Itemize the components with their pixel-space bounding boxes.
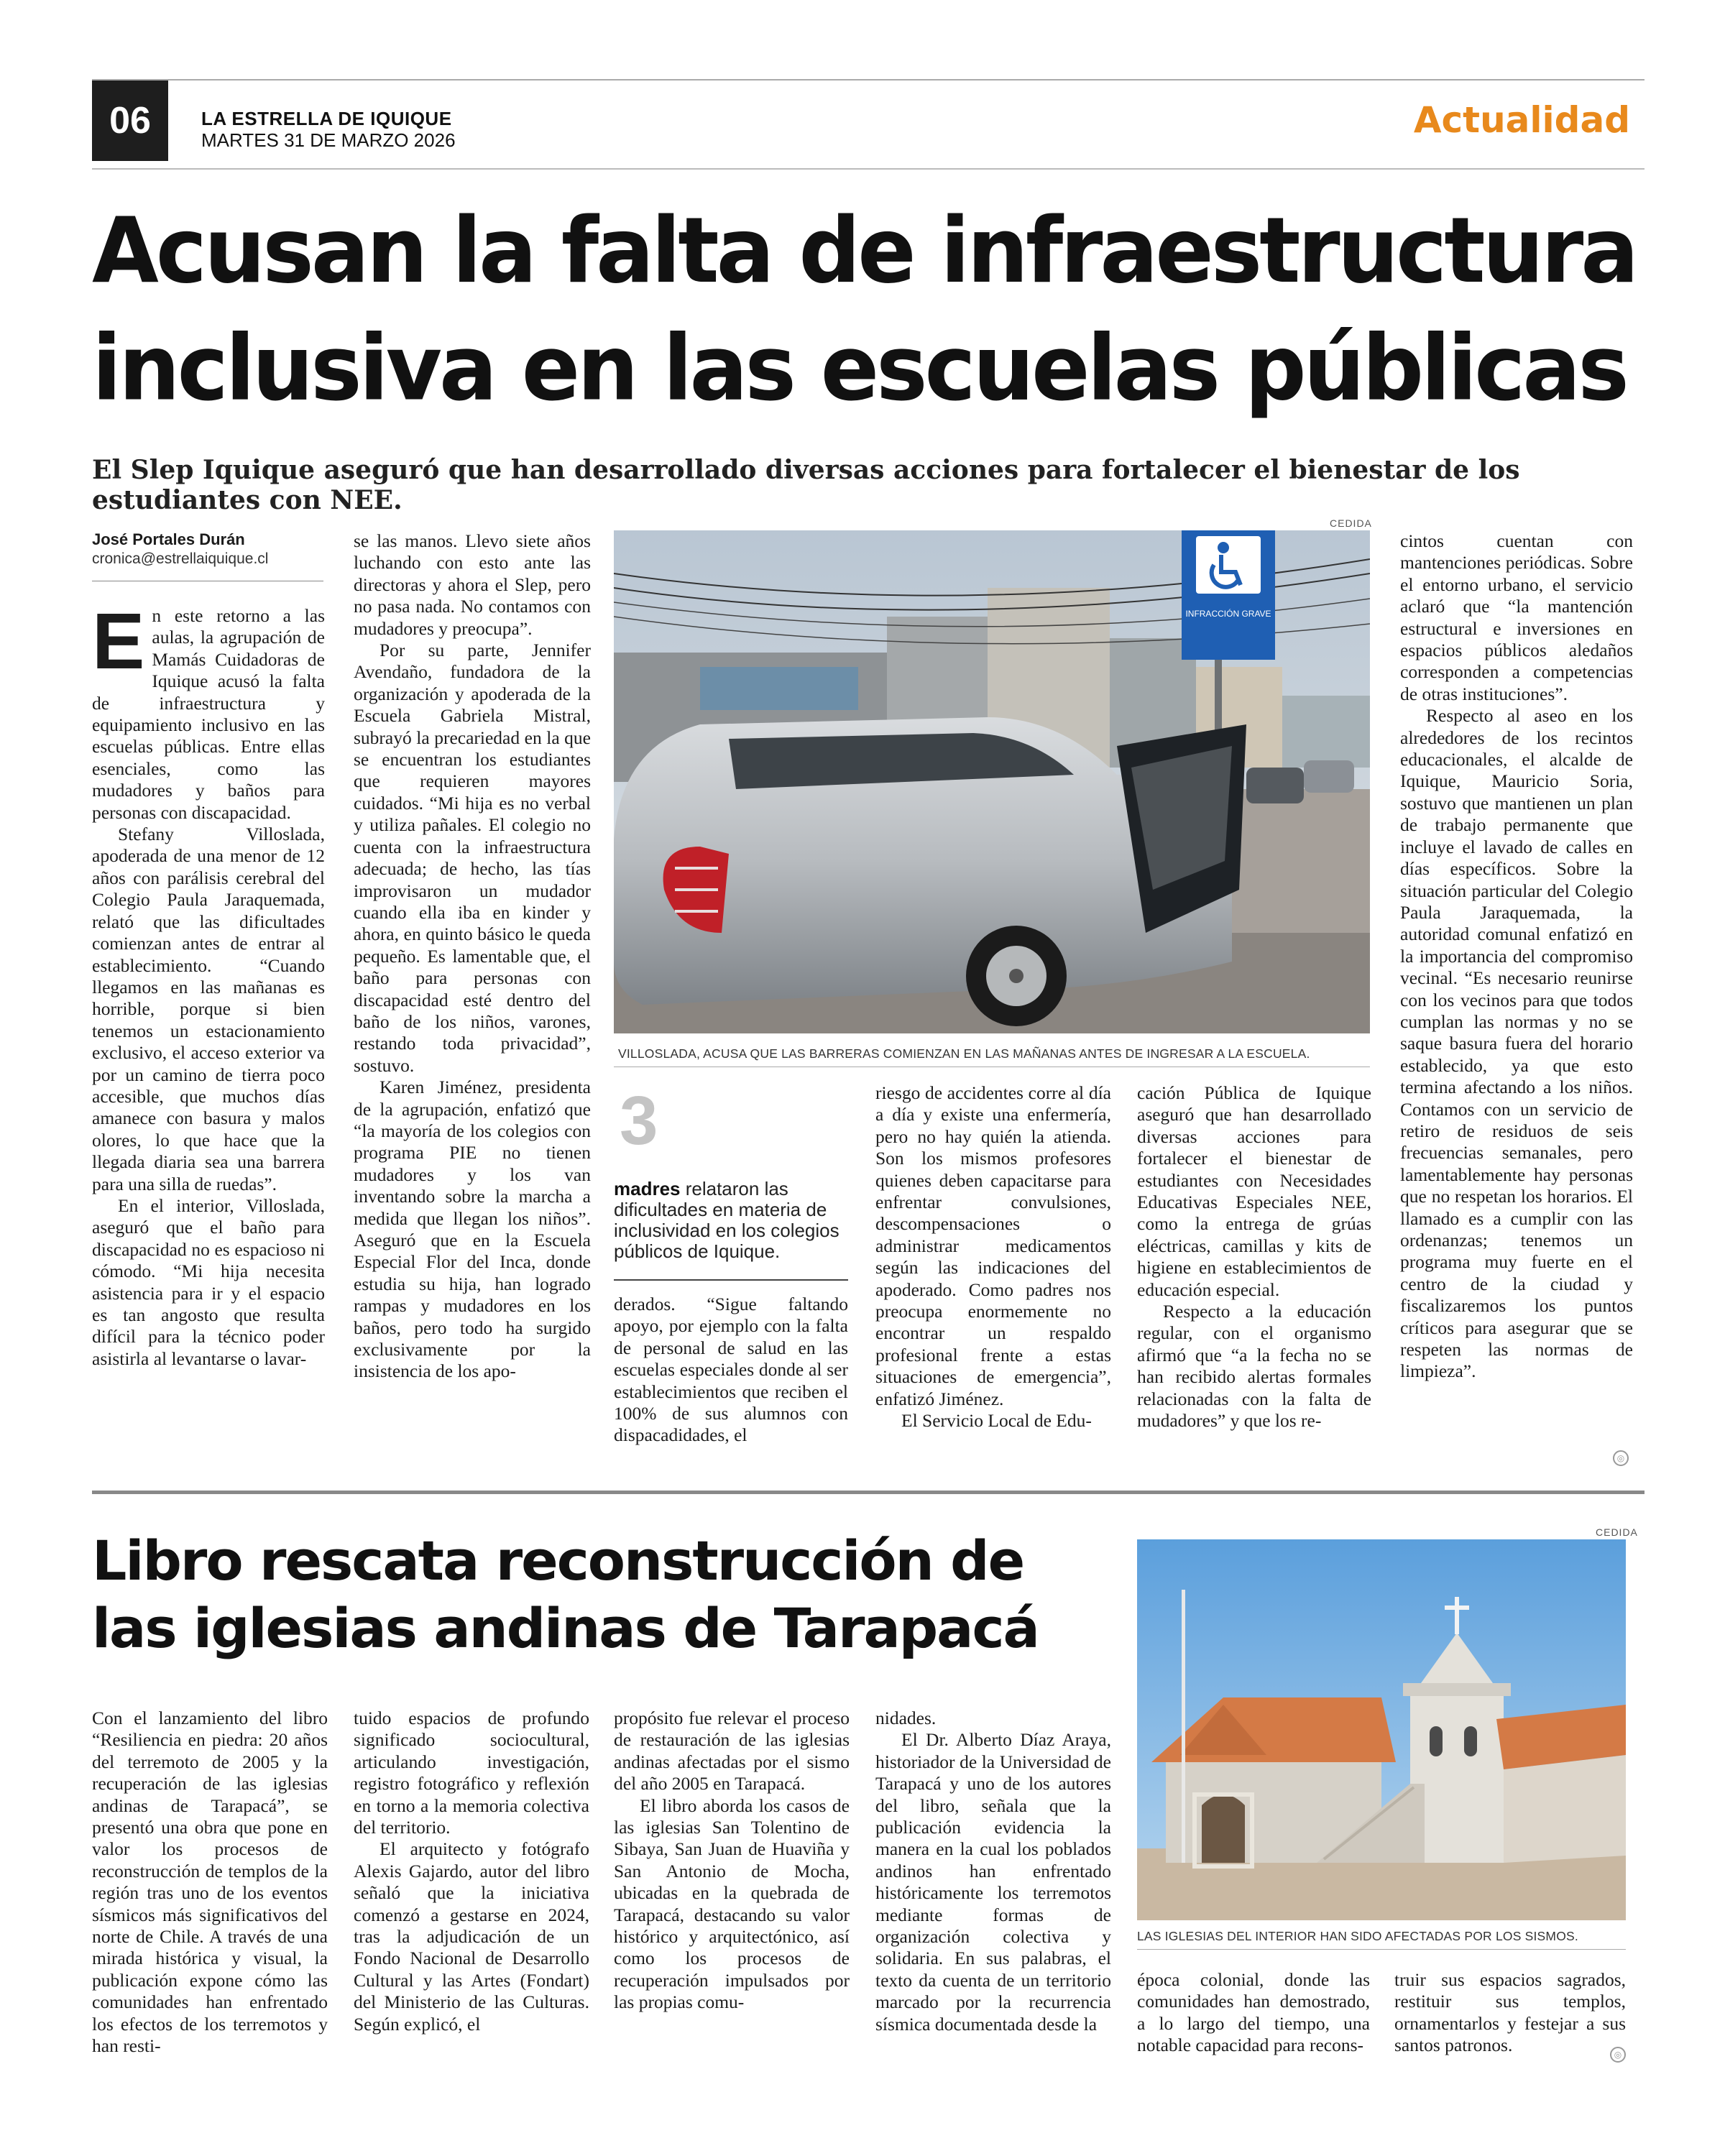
- stat-bold: madres: [614, 1178, 681, 1199]
- paragraph: época colonial, donde las comunidades han demostrado, a lo largo del tiempo, una notable capacidad para recons-: [1137, 1969, 1370, 2056]
- newspaper-name: LA ESTRELLA DE IQUIQUE: [201, 108, 452, 129]
- lead-paragraph: n este retorno a las aulas, la agrupación de Mamás Cuidadoras de Iquique acusó la falta de infraestructura y equipamiento inclusivo en las escuelas públicas. Entre ellas esenciales, como las mudadores y baños para personas con discapacidad.: [92, 605, 325, 823]
- paragraph: Stefany Villoslada, apoderada de una menor de 12 años con parálisis cerebral del Colegio Paula Jaraquemada, relató que las dificultades comienzan antes de entrar al establecimiento. “Cuando llegamos en las mañanas es horrible, porque si bien tenemos un estacionamiento exclusivo, el acceso exterior va por un camino de tierra poco accesible, que muchos días amanece con basura y malos olores, lo que hace que la llegada diaria sea una barrera para una silla de ruedas”.: [92, 824, 325, 1194]
- paragraph: El Dr. Alberto Díaz Araya, historiador de la Universidad de Tarapacá y uno de los autores del libro, señala que la publicación evidencia la manera en la cual los poblados andinos han enfrentado históricamente los terremotos mediante formas de organización colectiva y solidaria. En sus palabras, el texto da cuenta de un territorio marcado por la recurrencia sísmica documentada desde la: [875, 1729, 1111, 2035]
- article2-column-1: [92, 1708, 328, 2058]
- stat-body: relataron las dificultades en materia de inclusividad en los colegios públicos de Iquique.: [614, 1178, 840, 1262]
- photo2-caption: LAS IGLESIAS DEL INTERIOR HAN SIDO AFECTADAS POR LOS SISMOS.: [1137, 1929, 1578, 1943]
- article-subhead: El Slep Iquique aseguró que han desarrollado diversas acciones para fortalecer el bienestar de los estudiantes con NEE.: [92, 455, 1520, 515]
- paragraph: cación Pública de Iquique aseguró que han desarrollado diversas acciones para fortalecer el bienestar de estudiantes con Necesidades Educativas Especiales NEE, como la entrega de grúas eléctricas, camillas y kits de higiene en establecimientos de educación especial.: [1137, 1082, 1371, 1300]
- paragraph: El arquitecto y fotógrafo Alexis Gajardo, autor del libro señaló que la iniciativa comenzó a gestarse en 2024, tras la adjudicación de un Fondo Nacional de Desarrollo Cultural y las Artes (Fondart) del Ministerio de las Culturas. Según explicó, el: [354, 1838, 589, 2035]
- paragraph: tuido espacios de profundo significado sociocultural, articulando investigación, registro fotográfico y reflexión en torno a la memoria colectiva del territorio.: [354, 1708, 589, 1838]
- article2-headline: Libro rescata reconstrucción de las iglesias andinas de Tarapacá: [92, 1529, 1039, 1660]
- top-rule: [92, 79, 1644, 80]
- sign-text: INFRACCIÓN GRAVE: [1185, 609, 1271, 619]
- paragraph: se las manos. Llevo siete años luchando con esto ante las directoras y ahora el Slep, pero no pasa nada. No contamos con mudadores y preocupa”.: [354, 530, 591, 639]
- article-end-icon: ◎: [1613, 1450, 1629, 1466]
- church-illustration: [1137, 1539, 1626, 1920]
- caption2-rule: [1137, 1949, 1626, 1950]
- header-rule: [92, 168, 1644, 170]
- car-photo: [614, 530, 1370, 1033]
- paragraph: riesgo de accidentes corre al día a día y existe una enfermería, pero no hay quién la atienda. Son los mismos profesores quienes deben capacitarse para enfrentar convulsiones, descompensaciones o administrar medicamentos según las indicaciones del apoderado. Como padres nos preocupa enormemente no encontrar un respaldo profesional frente a estas situaciones de emergencia”, enfatizó Jiménez.: [875, 1082, 1111, 1409]
- paragraph: cintos cuentan con mantenciones periódicas. Sobre el entorno urbano, el servicio aclaró que “la mantención estructural e inversiones en espacios públicos aledaños corresponden a competencias de otras instituciones”.: [1400, 530, 1633, 704]
- issue-date: MARTES 31 DE MARZO 2026: [201, 129, 456, 151]
- article1-column-6: [1400, 530, 1633, 1383]
- paragraph: Karen Jiménez, presidenta de la agrupación, enfatizó que “la mayoría de los colegios con programa PIE no tienen mudadores y los van inventando sobre la marcha a medida que llegan los niños”. Aseguró que en la Escuela Especial Flor del Inca, donde estudia su hija, han logrado rampas y mudadores en los baños, pero todo ha surgido exclusivamente por la insistencia de los apo-: [354, 1077, 591, 1382]
- paragraph: truir sus espacios sagrados, restituir sus templos, ornamentarlos y festejar a sus santos patronos.: [1394, 1969, 1626, 2056]
- stat-text: [614, 1179, 848, 1262]
- article1-column-3: [614, 1294, 848, 1447]
- photo-caption: VILLOSLADA, ACUSA QUE LAS BARRERAS COMIENZAN EN LAS MAÑANAS ANTES DE INGRESAR A LA ESCUELA.: [618, 1046, 1310, 1061]
- paragraph: En el interior, Villoslada, aseguró que el baño para discapacidad no es espacioso ni cómodo. “Mi hija necesita asistencia para ir y el espacio es tan angosto que resulta difícil para la técnico poder asistirla al levantarse o lavar-: [92, 1194, 325, 1369]
- paragraph: Con el lanzamiento del libro “Resiliencia en piedra: 20 años del terremoto de 2005 y la recuperación de las iglesias andinas de Tarapacá”, se presentó una obra que pone en valor los procesos de reconstrucción de templos de la región tras uno de los eventos sísmicos más significativos del norte de Chile. A través de una mirada histórica y visual, la publicación expone cómo las comunidades han enfrentado los efectos de los terremotos y han resti-: [92, 1708, 328, 2057]
- church-photo: [1137, 1539, 1626, 1920]
- car-illustration: [614, 530, 1370, 1033]
- article2-end-icon: ◎: [1610, 2047, 1626, 2063]
- article1-column-1: [92, 597, 325, 1370]
- paragraph: derados. “Sigue faltando apoyo, por ejemplo con la falta de personal de salud en las escuelas especiales donde al ser establecimientos que reciben el 100% de sus alumnos con dispacadidades, el: [614, 1294, 848, 1446]
- author-name: José Portales Durán: [92, 530, 245, 548]
- paragraph: Por su parte, Jennifer Avendaño, fundadora de la organización y apoderada de la Escuela Gabriela Mistral, subrayó la precariedad en la que se encuentran los estudiantes que requieren mayores cuidados. “Mi hija es no verbal y utiliza pañales. El colegio no cuenta con la infraestructura adecuada; de hecho, las tías improvisaron un mudador cuando ella iba en kinder y ahora, en quinto básico le queda pequeño. Es lamentable que, el baño para personas con discapacidad esté dentro del baño de los niños, varones, restando toda privacidad”, sostuvo.: [354, 640, 591, 1076]
- photo-credit: CEDIDA: [1330, 517, 1372, 529]
- article-headline: Acusan la falta de infraestructura inclusiva en las escuelas públicas: [92, 198, 1637, 422]
- article1-column-4: [875, 1082, 1111, 1432]
- article2-column-4: [875, 1708, 1111, 2035]
- stat-number: 3: [620, 1082, 658, 1159]
- drop-cap: E: [92, 597, 145, 686]
- article1-column-5: [1137, 1082, 1371, 1432]
- article2-column-6: [1394, 1969, 1626, 2057]
- section-title: Actualidad: [1413, 99, 1630, 141]
- paragraph: propósito fue relevar el proceso de restauración de las iglesias andinas afectadas por el sismo del año 2005 en Tarapacá.: [614, 1708, 850, 1795]
- paragraph: Respecto al aseo en los alrededores de los recintos educacionales, el alcalde de Iquique, Mauricio Soria, sostuvo que mantienen un plan de trabajo permanente que incluye el lavado de calles en días específicos. Sobre la situación particular del Colegio Paula Jaraquemada, la autoridad comunal enfatizó en la importancia del compromiso vecinal. “Es necesario reunirse con los vecinos para que todos cumplan las normas y no se saque basura fuera del horario establecido, ya que esto termina afectando a los niños. Contamos con un servicio de retiro de residuos de seis frecuencias semanales, pero lamentablemente hay personas que no respetan los horarios. El llamado es a cumplir con las ordenanzas; tenemos un programa muy fuerte en el centro de la ciudad y fiscalizaremos los puntos críticos para asegurar que se respeten las normas de limpieza”.: [1400, 705, 1633, 1382]
- photo2-credit: CEDIDA: [1596, 1526, 1638, 1538]
- article2-column-5: [1137, 1969, 1370, 2057]
- paragraph: Respecto a la educación regular, con el organismo afirmó que “a la fecha no se han recibido alertas formales relacionadas con la falta de mudadores” y que los re-: [1137, 1301, 1371, 1432]
- paragraph: El libro aborda los casos de las iglesias San Tolentino de Sibaya, San Juan de Huaviña y San Antonio de Mocha, ubicadas en la quebrada de Tarapacá, destacando su valor histórico y arquitectónico, así como los procesos de recuperación impulsados por las propias comu-: [614, 1795, 850, 2013]
- paragraph: nidades.: [875, 1708, 937, 1728]
- article2-column-3: [614, 1708, 850, 2014]
- paragraph: El Servicio Local de Edu-: [901, 1410, 1092, 1432]
- article2-column-2: [354, 1708, 589, 2035]
- stat-rule: [614, 1279, 848, 1281]
- article-separator: [92, 1491, 1644, 1494]
- article1-column-2: [354, 530, 591, 1383]
- page-number: 06: [92, 80, 168, 161]
- author-email: cronica@estrellaiquique.cl: [92, 550, 269, 567]
